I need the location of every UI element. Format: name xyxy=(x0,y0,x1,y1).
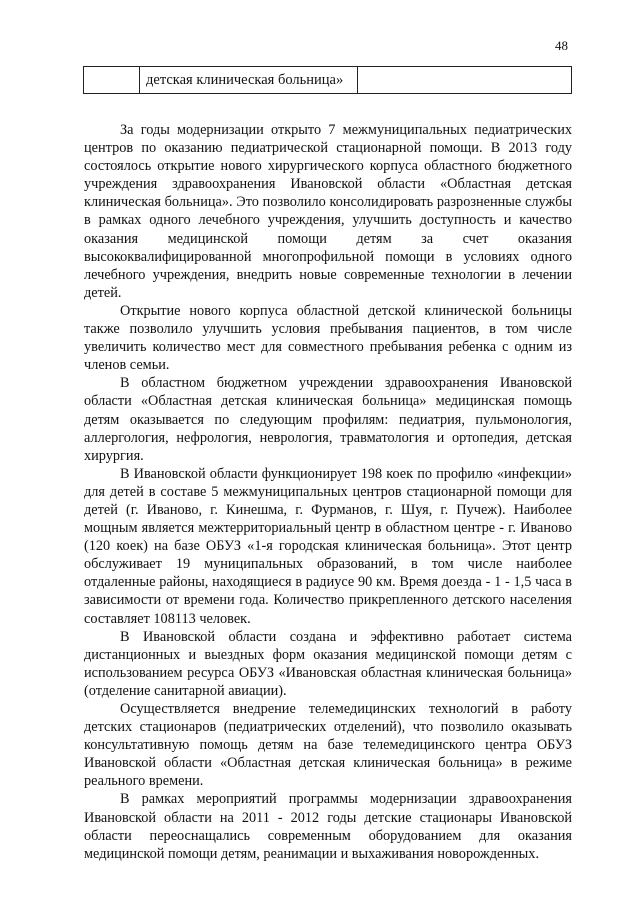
paragraph-equipment: В рамках мероприятий программы модернизации здравоохранения Ивановской области на 2011 - 2012 годы детские стационары Ивановской области переоснащались современным оборудованием для оказания медицинской помощи детям, реанимации и выхаживания новорожденных. xyxy=(84,791,572,862)
page-number: 48 xyxy=(555,38,568,53)
table-row xyxy=(84,67,572,94)
paragraph-infection-beds: В Ивановской области функционирует 198 коек по профилю «инфекции» для детей в составе 5 межмуниципальных центров стационарной помощи для детей (г. Иваново, г. Кинешма, г. Фурманов, г. Шуя, г. Пучеж). Наиболее мощным является межтерриториальный центр в областном центре - г. Иваново (120 коек) на базе ОБУЗ «1-я городская клиническая больница». Этот центр обслуживает 19 муниципальных образований, в том числе наиболее отдаленные районы, находящиеся в радиусе 90 км. Время доезда - 1 - 1,5 часа в зависимости от времени года. Количество прикрепленного детского населения составляет 108113 человек. xyxy=(84,465,572,627)
continuation-table xyxy=(83,66,572,94)
document-body xyxy=(84,121,572,863)
paragraph-remote-care: В Ивановской области создана и эффективно работает система дистанционных и выездных форм оказания медицинской помощи детям с использованием ресурса ОБУЗ «Ивановская областная клиническая больница» (отделение санитарной авиации). xyxy=(84,628,572,699)
paragraph-telemedicine: Осуществляется внедрение телемедицинских технологий в работу детских стационаров (педиатрических отделений), что позволило оказывать консультативную помощь детям на базе телемедицинского центра ОБУЗ Ивановской области «Областная детская клиническая больница» в режиме реального времени. xyxy=(84,701,572,790)
paragraph-new-building: Открытие нового корпуса областной детской клинической больницы также позволило улучшить условия пребывания пациентов, в том числе увеличить количество мест для совместного пребывания ребенка с одним из членов семьи. xyxy=(84,302,572,374)
paragraph-profiles: В областном бюджетном учреждении здравоохранения Ивановской области «Областная детская клиническая больница» медицинская помощь детям оказывается по следующим профилям: педиатрия, пульмонология, аллергология, нефрология, неврология, травматология и ортопедия, детская хирургия. xyxy=(84,375,572,464)
table-cell-number xyxy=(84,67,140,94)
paragraph-modernization: За годы модернизации открыто 7 межмуниципальных педиатрических центров по оказанию педиатрической стационарной помощи. В 2013 году состоялось открытие нового хирургического корпуса областного бюджетного учреждения здравоохранения Ивановской области «Областная детская клиническая больница». Это позволило консолидировать разрозненные службы в рамках одного лечебного учреждения, улучшить доступность и качество оказания медицинской помощи детям за счет оказания высококвалифицированной многопрофильной помощи в условиях одного лечебного учреждения, внедрить новые современные технологии в лечении детей. xyxy=(84,122,572,301)
table-cell-value xyxy=(358,67,572,94)
table-cell-name: детская клиническая больница» xyxy=(140,67,358,94)
